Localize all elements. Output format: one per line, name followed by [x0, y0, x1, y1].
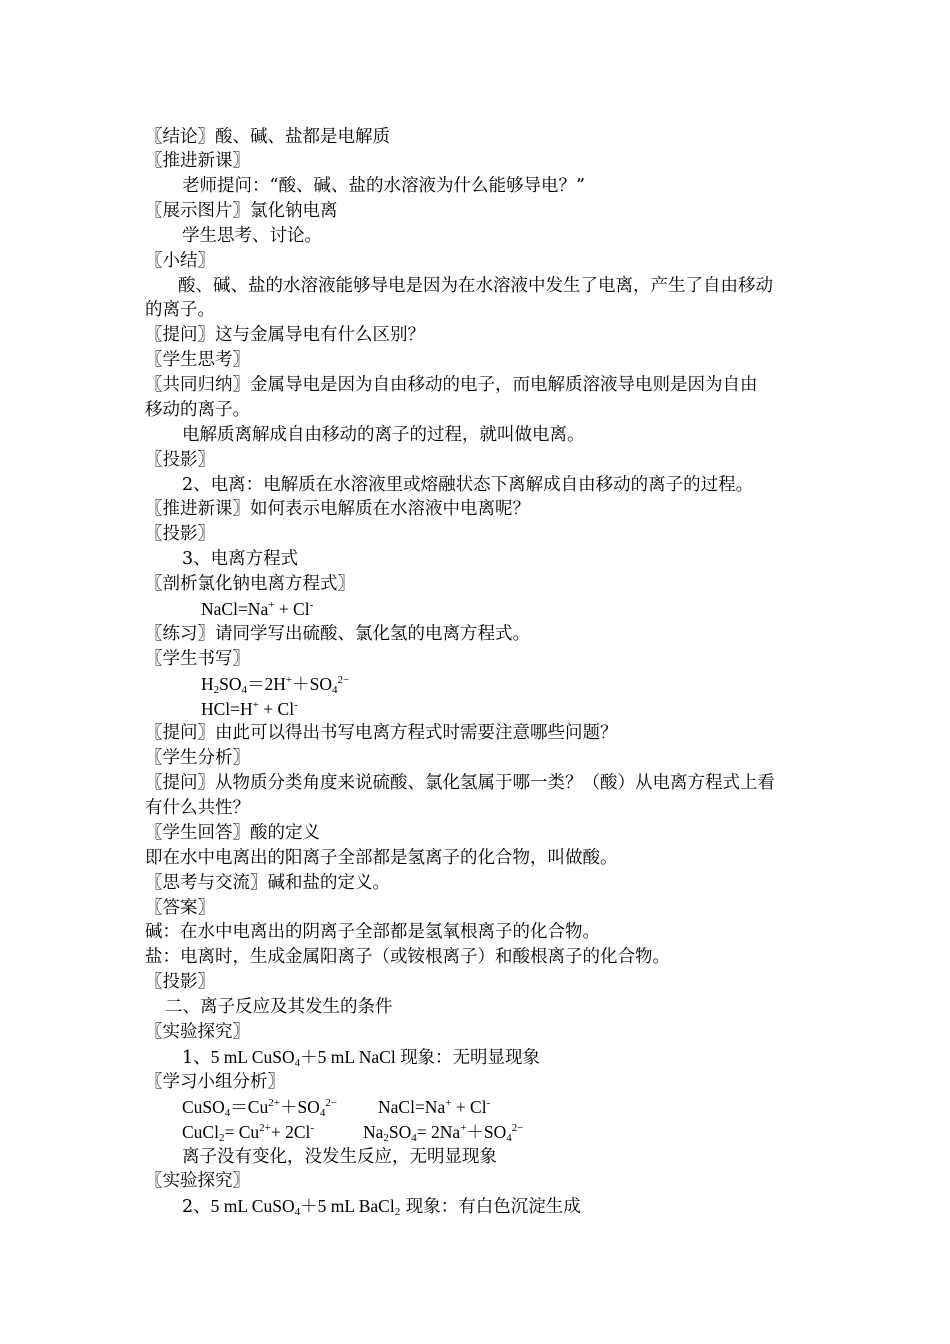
- induction-line-cont: 移动的离子。: [145, 400, 250, 420]
- section-heading: 〖实验探究〗: [145, 1022, 250, 1042]
- question-line: 〖提问〗由此可以得出书写电离方程式时需要注意哪些问题？: [145, 723, 618, 743]
- summary-line: 酸、碱、盐的水溶液能够导电是因为在水溶液中发生了电离，产生了自由移动: [178, 276, 773, 296]
- question-line: 〖提问〗这与金属导电有什么区别？: [145, 325, 425, 345]
- salt-definition: 盐：电离时，生成金属阳离子（或铵根离子）和酸根离子的化合物。: [145, 947, 670, 967]
- question-line-cont: 有什么共性？: [145, 798, 250, 818]
- na2so4-equation: $Na_2SO_4= 2Na^++SO_4^{2-}$: [363, 1122, 524, 1144]
- experiment-2: 2、5 mL CuSO$_4$＋5 mL BaCl$_2$ 现象：有白色沉淀生成: [182, 1196, 581, 1218]
- body-line: 学生思考、讨论。: [182, 226, 322, 246]
- chapter-title: 二、离子反应及其发生的条件: [165, 997, 393, 1017]
- section-heading: 〖展示图片〗氯化钠电离: [145, 201, 338, 221]
- discussion-line: 〖思考与交流〗碱和盐的定义。: [145, 873, 390, 893]
- hcl-equation: HCl=H+ + Cl-: [201, 699, 298, 719]
- nacl-equation-2: NaCl=Na+ + Cl-: [378, 1097, 491, 1117]
- section-heading: 〖学生书写〗: [145, 649, 250, 669]
- question-line: 〖提问〗从物质分类角度来说硫酸、氯化氢属于哪一类？（酸）从电离方程式上看: [145, 773, 775, 793]
- subsection-title: 3、电离方程式: [182, 549, 299, 569]
- section-heading: 〖推进新课〗如何表示电解质在水溶液中电离呢？: [145, 499, 530, 519]
- section-heading: 〖投影〗: [145, 524, 215, 544]
- section-heading: 〖小结〗: [145, 251, 215, 271]
- exercise-line: 〖练习〗请同学写出硫酸、氯化氢的电离方程式。: [145, 624, 530, 644]
- section-heading: 〖学生思考〗: [145, 350, 250, 370]
- cucl2-equation: CuCl$_2$= $Cu^{2+}+ 2Cl^-$: [182, 1122, 315, 1144]
- observation-line: 离子没有变化，没发生反应，无明显现象: [182, 1147, 497, 1167]
- cuso4-equation: $CuSO_4=Cu^{2+}+SO_4^{2-}$: [182, 1097, 338, 1119]
- section-heading: 〖学生分析〗: [145, 748, 250, 768]
- summary-line-cont: 的离子。: [145, 300, 215, 320]
- conclusion-line: 〖结论〗酸、碱、盐都是电解质: [145, 127, 390, 147]
- section-heading: 〖答案〗: [145, 898, 215, 918]
- section-heading: 〖推进新课〗: [145, 151, 250, 171]
- ionization-definition: 2、电离：电解质在水溶液里或熔融状态下离解成自由移动的离子的过程。: [182, 475, 754, 495]
- section-heading: 〖学习小组分析〗: [145, 1072, 285, 1092]
- experiment-1: 1、5 mL CuSO$_4$＋5 mL NaCl 现象：无明显现象: [182, 1047, 541, 1069]
- teacher-question: 老师提问：“酸、碱、盐的水溶液为什么能够导电？”: [182, 176, 585, 196]
- acid-definition: 即在水中电离出的阳离子全部都是氢离子的化合物，叫做酸。: [145, 848, 618, 868]
- h2so4-equation: $H_2SO_4=2H^++SO_4^{2-}$: [201, 674, 350, 696]
- section-heading: 〖投影〗: [145, 450, 215, 470]
- section-heading: 〖投影〗: [145, 972, 215, 992]
- induction-line: 〖共同归纳〗金属导电是因为自由移动的电子，而电解质溶液导电则是因为自由: [145, 375, 758, 395]
- definition-line: 电解质离解成自由移动的离子的过程，就叫做电离。: [182, 425, 585, 445]
- nacl-equation: NaCl=Na+ + Cl-: [201, 599, 314, 619]
- section-heading: 〖实验探究〗: [145, 1171, 250, 1191]
- answer-heading: 〖学生回答〗酸的定义: [145, 823, 320, 843]
- section-heading: 〖剖析氯化钠电离方程式〗: [145, 574, 355, 594]
- base-definition: 碱：在水中电离出的阴离子全部都是氢氧根离子的化合物。: [145, 922, 600, 942]
